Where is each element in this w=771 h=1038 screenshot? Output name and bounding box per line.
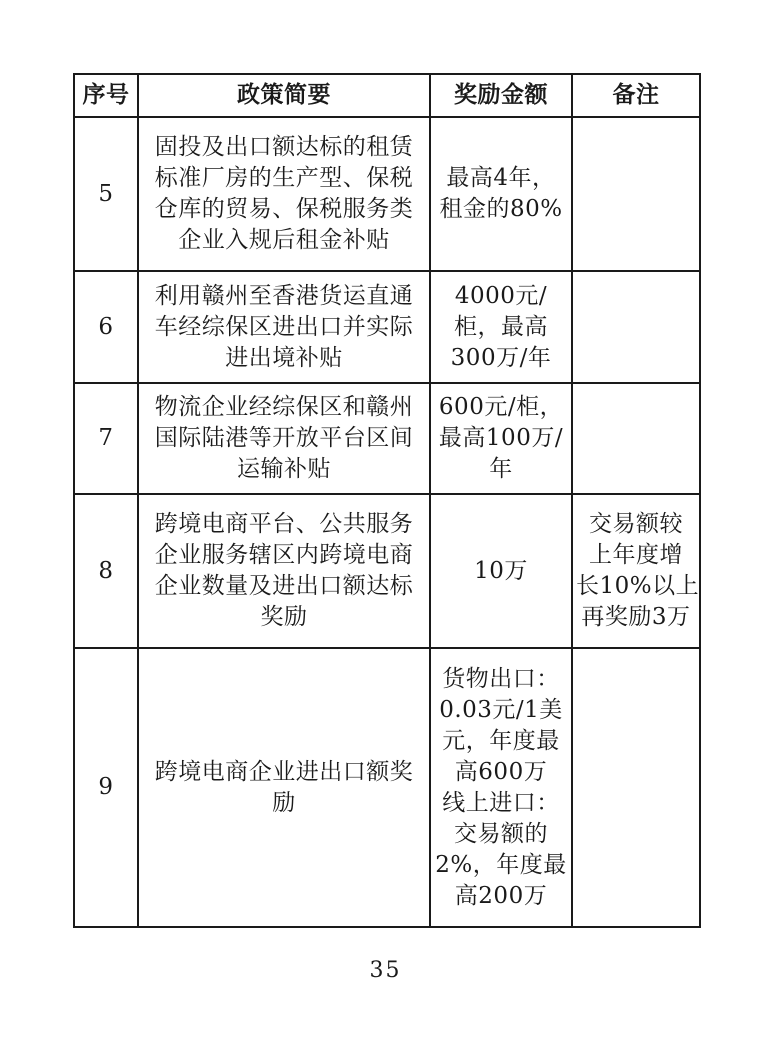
amount-line: 300万/年 xyxy=(450,344,552,371)
policy-table xyxy=(73,73,701,928)
summary-line: 进出境补贴 xyxy=(225,344,343,371)
row-number: 7 xyxy=(74,383,138,494)
amount-line: 0.03元/1美 xyxy=(439,696,563,723)
amount-line: 线上进口： xyxy=(442,789,560,816)
amount-line: 最高4年， xyxy=(446,165,556,191)
summary-line: 励 xyxy=(272,789,296,816)
amount-line: 4000元/ xyxy=(454,282,548,309)
summary-line: 运输补贴 xyxy=(237,456,331,482)
summary-line: 企业数量及进出口额达标 xyxy=(154,573,414,599)
policy-summary xyxy=(138,648,430,927)
header-row xyxy=(74,74,700,117)
reward-amount xyxy=(430,117,572,271)
summary-line: 企业服务辖区内跨境电商 xyxy=(154,542,414,568)
row-number: 9 xyxy=(74,648,138,927)
amount-line: 交易额的 xyxy=(454,820,548,847)
summary-line: 国际陆港等开放平台区间 xyxy=(154,425,414,451)
remark xyxy=(572,383,700,494)
amount-line: 高600万 xyxy=(454,758,548,785)
amount-line: 2%，年度最 xyxy=(435,851,567,878)
reward-amount xyxy=(430,271,572,383)
remark-line: 长10%以上 xyxy=(576,573,700,599)
remark-line: 再奖励3万 xyxy=(581,604,691,630)
remark xyxy=(572,494,700,648)
reward-amount xyxy=(430,383,572,494)
policy-summary xyxy=(138,271,430,383)
summary-line: 跨境电商平台、公共服务 xyxy=(154,511,414,537)
summary-line: 标准厂房的生产型、保税 xyxy=(154,165,414,191)
header-note: 备注 xyxy=(572,74,700,117)
table-row xyxy=(74,117,700,271)
amount-line: 高200万 xyxy=(454,882,548,909)
amount-line: 10万 xyxy=(474,557,528,584)
table-row xyxy=(74,383,700,494)
row-number: 6 xyxy=(74,271,138,383)
table-row xyxy=(74,648,700,927)
amount-line: 租金的80% xyxy=(439,196,563,222)
page-number: 35 xyxy=(369,958,402,983)
summary-line: 车经综保区进出口并实际 xyxy=(154,313,414,340)
amount-line: 600元/柜， xyxy=(438,394,564,420)
reward-amount xyxy=(430,494,572,648)
amount-line: 最高100万/ xyxy=(438,425,564,451)
summary-line: 物流企业经综保区和赣州 xyxy=(154,394,414,420)
remark-line: 交易额较 xyxy=(589,511,683,537)
row-number: 5 xyxy=(74,117,138,271)
header-desc: 政策简要 xyxy=(138,74,430,117)
summary-line: 企业入规后租金补贴 xyxy=(178,227,390,253)
amount-line: 元，年度最 xyxy=(442,727,560,754)
table-row xyxy=(74,271,700,383)
amount-line: 货物出口： xyxy=(442,665,560,692)
policy-summary xyxy=(138,117,430,271)
summary-line: 固投及出口额达标的租赁 xyxy=(154,134,414,160)
summary-line: 仓库的贸易、保税服务类 xyxy=(154,196,414,222)
remark xyxy=(572,117,700,271)
remark xyxy=(572,648,700,927)
amount-line: 柜，最高 xyxy=(454,313,548,340)
reward-amount xyxy=(430,648,572,927)
remark-line: 上年度增 xyxy=(589,542,683,568)
policy-summary xyxy=(138,383,430,494)
amount-line: 年 xyxy=(489,456,513,482)
row-number: 8 xyxy=(74,494,138,648)
remark xyxy=(572,271,700,383)
summary-line: 利用赣州至香港货运直通 xyxy=(154,282,414,309)
summary-line: 奖励 xyxy=(260,604,308,630)
header-no: 序号 xyxy=(74,74,138,117)
table-row xyxy=(74,494,700,648)
summary-line: 跨境电商企业进出口额奖 xyxy=(154,758,414,785)
policy-summary xyxy=(138,494,430,648)
header-amount: 奖励金额 xyxy=(430,74,572,117)
